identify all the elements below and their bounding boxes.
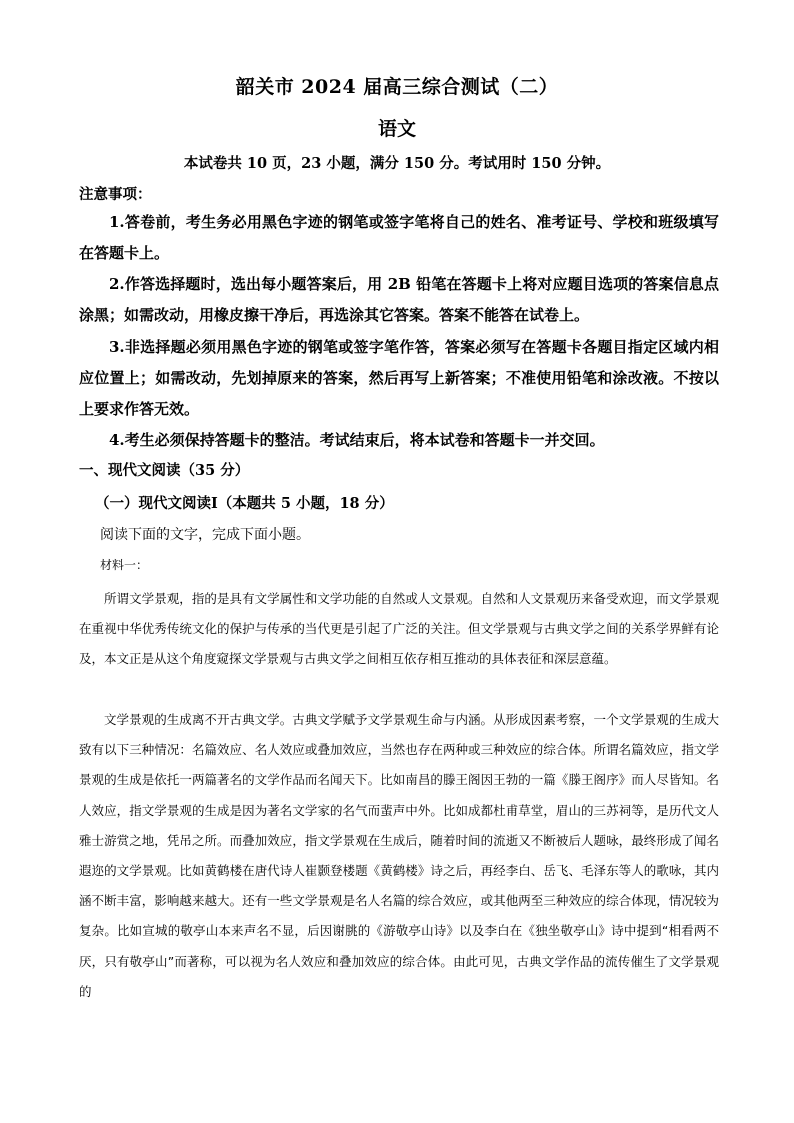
notice-item: 1.答卷前，考生务必用黑色字迹的钢笔或签字笔将自己的姓名、准考证号、学校和班级填写在答题卡上。 bbox=[79, 213, 719, 262]
exam-title: 韶关市 2024 届高三综合测试（二） bbox=[235, 76, 559, 98]
notice-heading: 注意事项： bbox=[79, 186, 152, 203]
body-paragraph: 所谓文学景观，指的是具有文学属性和文学功能的自然或人文景观。自然和人文景观历来备受欢迎，而文学景观在重视中华优秀传统文化的保护与传承的当代更是引起了广泛的关注。但文学景观与古典文学之间的关系学界鲜有论及，本文正是从这个角度窥探文学景观与古典文学之间相互依存相互推动的具体表征和深层意蕴。 bbox=[79, 591, 719, 667]
reading-instruction: 阅读下面的文字，完成下面小题。 bbox=[100, 527, 310, 543]
body-paragraph: 文学景观的生成离不开古典文学。古典文学赋予文学景观生命与内涵。从形成因素考察，一个文学景观的生成大致有以下三种情况：名篇效应、名人效应或叠加效应，当然也存在两种或三种效应的综合体。所谓名篇效应，指文学景观的生成是依托一两篇著名的文学作品而名闻天下。比如南昌的滕王阁因王勃的一篇《滕王阁序》而人尽皆知。名人效应，指文学景观的生成是因为著名文学家的名气而蜚声中外。比如成都杜甫草堂，眉山的三苏祠等，是历代文人雅士游赏之地，凭吊之所。而叠加效应，指文学景观在生成后，随着时间的流逝又不断被后人题咏，最终形成了闻名遐迩的文学景观。比如黄鹤楼在唐代诗人崔颢登楼题《黄鹤楼》诗之后，再经李白、岳飞、毛泽东等人的歌咏，其内涵不断丰富，影响越来越大。还有一些文学景观是名人名篇的综合效应，或其他两至三种效应的综合体现，情况较为复杂。比如宣城的敬亭山本来声名不显，后因谢朓的《游敬亭山诗》以及李白在《独坐敬亭山》诗中提到“相看两不厌，只有敬亭山”而著称，可以视为名人效应和叠加效应的综合体。由此可见，古典文学作品的流传催生了文学景观的 bbox=[79, 712, 719, 999]
exam-info: 本试卷共 10 页，23 小题，满分 150 分。考试用时 150 分钟。 bbox=[183, 155, 611, 172]
subject-title: 语文 bbox=[377, 118, 416, 140]
notice-item: 4.考生必须保持答题卡的整洁。考试结束后，将本试卷和答题卡一并交回。 bbox=[109, 431, 605, 449]
subsection-heading: （一）现代文阅读Ⅰ（本题共 5 小题，18 分） bbox=[95, 495, 394, 512]
notice-item: 3.非选择题必须用黑色字迹的钢笔或签字笔作答，答案必须写在答题卡各题目指定区域内相应位置上；如需改动，先划掉原来的答案，然后再写上新答案；不准使用铅笔和涂改液。不按以上要求作答无效。 bbox=[79, 338, 719, 418]
material-label: 材料一： bbox=[100, 558, 149, 572]
notice-item: 2.作答选择题时，选出每小题答案后，用 2B 铅笔在答题卡上将对应题目选项的答案信息点涂黑；如需改动，用橡皮擦干净后，再选涂其它答案。答案不能答在试卷上。 bbox=[79, 275, 719, 324]
section-heading: 一、现代文阅读（35 分） bbox=[79, 462, 250, 479]
